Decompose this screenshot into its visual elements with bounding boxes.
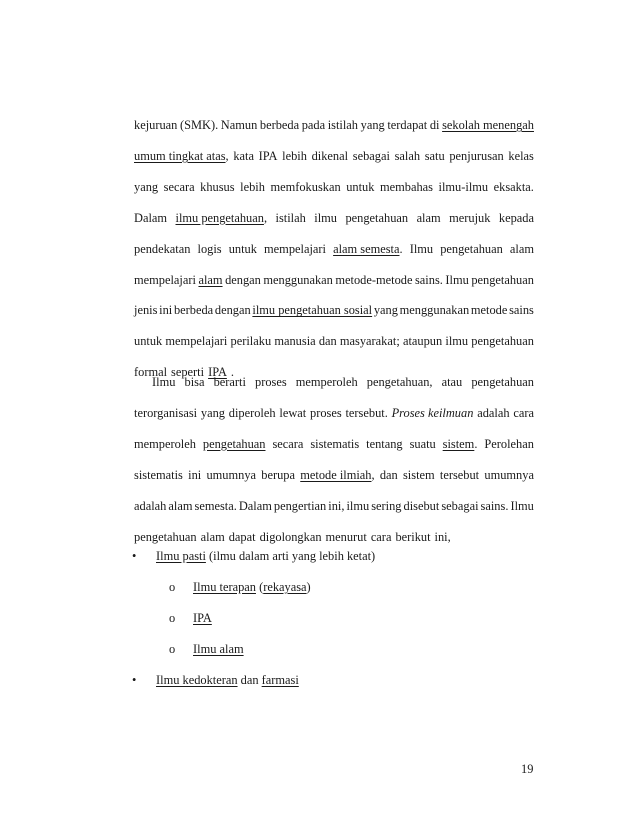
text: ) [306, 580, 311, 594]
sub-list-item-text [193, 580, 311, 594]
word: sistem [402, 467, 435, 482]
word: sistematis [310, 436, 360, 451]
word: berarti [213, 375, 246, 389]
word: yang [360, 118, 385, 132]
word: memperoleh [295, 375, 358, 389]
word: cara [370, 529, 392, 544]
word: merujuk [449, 210, 491, 225]
word: dan [318, 334, 337, 349]
word-group [300, 468, 374, 483]
word: pengetahuan [440, 241, 503, 256]
word: suatu [409, 436, 436, 451]
word: menggunakan [399, 303, 470, 318]
word: dan [379, 467, 398, 482]
text: ( [255, 580, 264, 594]
word: istilah [275, 210, 306, 225]
link-text[interactable]: IPA [208, 365, 227, 380]
word: , [371, 467, 375, 482]
word: . [230, 365, 234, 380]
word: cara [513, 405, 534, 420]
text-line [134, 211, 534, 226]
text-line [134, 406, 534, 421]
word: khusus [200, 179, 235, 194]
word: sains. [480, 498, 509, 513]
word: kejuruan [134, 118, 178, 132]
word: yang [200, 405, 225, 420]
word: mempelajari [264, 241, 326, 256]
word: metode [470, 303, 508, 318]
word: pengetahuan [134, 529, 197, 544]
word: dikenal [311, 148, 349, 163]
link-text[interactable]: metode ilmiah [300, 467, 372, 482]
sub-list-item [169, 642, 244, 657]
word: dengan [214, 303, 251, 318]
word: alam [168, 498, 193, 513]
word: tentang [366, 436, 403, 451]
word: untuk [346, 179, 375, 194]
page-number: 19 [521, 762, 534, 776]
link-text[interactable]: alam [198, 272, 223, 287]
word: berupa [261, 467, 295, 482]
word: sistematis [134, 467, 183, 482]
text-line [152, 375, 534, 390]
word: dapat [228, 529, 256, 544]
word: adalah [134, 498, 167, 513]
word: adalah [477, 405, 510, 420]
text-line [134, 273, 534, 288]
word: umumnya [484, 467, 534, 482]
word: memperoleh [134, 436, 196, 451]
link-text[interactable]: sekolah menengah [442, 118, 534, 132]
word-group [443, 437, 478, 452]
link-text[interactable]: pengetahuan [202, 436, 266, 451]
word: Dalam [134, 210, 168, 225]
word: jenis [134, 303, 158, 318]
word: umumnya [206, 467, 257, 482]
link-text[interactable]: alam semesta [333, 241, 400, 256]
word: berbeda [173, 303, 214, 318]
word: diperoleh [228, 405, 276, 420]
word: ilmu [346, 498, 370, 513]
word: sering [371, 498, 402, 513]
link-text[interactable]: farmasi [261, 673, 299, 687]
word: Dalam [238, 498, 272, 513]
link-text[interactable]: sistem [442, 436, 475, 451]
link-text[interactable]: IPA [193, 611, 212, 625]
circle-bullet-icon: o [169, 611, 176, 625]
word: mempelajari [134, 272, 196, 287]
text-line [134, 468, 534, 483]
word: sebagai [352, 148, 390, 163]
word: lewat [279, 405, 307, 420]
list-item [132, 549, 376, 564]
word: sebagai [441, 498, 479, 513]
text-line [134, 149, 534, 164]
word: yang [134, 179, 159, 194]
text: (ilmu dalam arti yang lebih ketat) [205, 549, 376, 563]
word: di [429, 118, 440, 132]
word: berbeda [259, 118, 300, 132]
word: proses [310, 405, 342, 420]
word: kepada [498, 210, 534, 225]
word: pendekatan [134, 241, 191, 256]
word: kelas [508, 148, 534, 163]
word: satu [424, 148, 445, 163]
word-group [176, 211, 268, 226]
word: pengetahuan [471, 334, 534, 349]
word: secara [163, 179, 195, 194]
word: ilmu-ilmu [438, 179, 489, 194]
word: menggunakan [263, 272, 333, 287]
text-line [134, 180, 534, 195]
text-line [134, 437, 534, 452]
word: membahas [379, 179, 433, 194]
sub-list-item-text [193, 642, 244, 656]
word: secara [272, 436, 304, 451]
word: semesta. [194, 498, 237, 513]
word: tersebut [439, 467, 480, 482]
text-line [134, 242, 534, 257]
word: memfokuskan [270, 179, 341, 194]
text-line [134, 499, 534, 514]
word: Namun [220, 118, 258, 132]
word: ini [159, 303, 173, 318]
word: alam [509, 241, 534, 256]
word: berikut [395, 529, 431, 544]
list-item-text [156, 673, 299, 687]
word: perilaku [230, 334, 272, 349]
word: ataupun [402, 334, 443, 349]
word: proses [255, 375, 287, 389]
word: disebut [403, 498, 440, 513]
text-line [134, 303, 534, 318]
sub-list-item [169, 580, 311, 595]
link-text[interactable]: Ilmu pasti [156, 549, 206, 563]
word: istilah [327, 118, 359, 132]
word: lebih [240, 179, 265, 194]
word: ilmu [445, 334, 469, 349]
link-text[interactable]: ilmu pengetahuan sosial [252, 303, 373, 318]
word: untuk [134, 334, 163, 349]
word: (SMK) [179, 118, 216, 132]
word: pengetahuan [471, 272, 534, 287]
word: , [225, 148, 229, 163]
word: yang [373, 303, 398, 318]
word: eksakta. [493, 179, 534, 194]
word: metode-metode [335, 272, 413, 287]
word: kata [233, 148, 254, 163]
word: terorganisasi [134, 405, 198, 420]
link-text[interactable]: ilmu pengetahuan [175, 210, 264, 225]
word: salah [394, 148, 421, 163]
word: . [474, 436, 478, 451]
word-group [134, 149, 229, 164]
word: mempelajari [165, 334, 228, 349]
word: Ilmu [409, 241, 434, 256]
word: pada [301, 118, 326, 132]
word: sains. [414, 272, 443, 287]
word: seperti [171, 365, 205, 380]
word: Proses keilmuan [391, 405, 474, 420]
word: sains [509, 303, 534, 318]
word: menurut [325, 529, 367, 544]
word: Ilmu [445, 272, 469, 287]
word: pengetahuan [471, 375, 534, 389]
word: alam [200, 529, 225, 544]
word: , [263, 210, 268, 225]
word: tersebut. [345, 405, 388, 420]
word: . [399, 241, 403, 256]
word: ini, [328, 498, 345, 513]
circle-bullet-icon: o [169, 642, 176, 656]
word: pengetahuan, [366, 375, 433, 389]
word: Ilmu [510, 498, 534, 513]
bullet-icon: • [132, 673, 137, 687]
word: IPA [258, 148, 278, 163]
word-group [333, 242, 403, 257]
link-text[interactable]: Ilmu terapan [193, 580, 256, 594]
word: untuk [228, 241, 257, 256]
word: ini [188, 467, 202, 482]
word: Ilmu [152, 375, 176, 389]
word: . [215, 118, 219, 132]
text: dan [237, 673, 262, 687]
word: ini, [434, 529, 451, 544]
word: masyarakat; [339, 334, 400, 349]
link-text[interactable]: Ilmu alam [193, 642, 244, 656]
word: lebih [282, 148, 307, 163]
text-line [134, 530, 534, 545]
word: terdapat [387, 118, 428, 132]
word: ilmu [314, 210, 337, 225]
word: formal [134, 365, 168, 380]
link-text[interactable]: rekayasa [263, 580, 307, 594]
text-line [134, 118, 534, 133]
text-line [134, 334, 534, 349]
word: pengertian [273, 498, 327, 513]
word: alam [416, 210, 441, 225]
word: Perolehan [484, 436, 534, 451]
sub-list-item [169, 611, 212, 626]
word: atau [441, 375, 463, 389]
word: penjurusan [449, 148, 504, 163]
link-text[interactable]: umum tingkat atas [134, 148, 226, 163]
link-text[interactable]: Ilmu kedokteran [156, 673, 238, 687]
word: bisa [184, 375, 205, 389]
word: digolongkan [259, 529, 322, 544]
word: manusia [274, 334, 316, 349]
word: dengan [225, 272, 261, 287]
list-item-text [156, 549, 375, 563]
list-item [132, 673, 299, 688]
word: logis [197, 241, 222, 256]
word-group [180, 118, 218, 133]
bullet-icon: • [132, 549, 137, 563]
circle-bullet-icon: o [169, 580, 176, 594]
word: pengetahuan [345, 210, 409, 225]
sub-list-item-text [193, 611, 212, 625]
